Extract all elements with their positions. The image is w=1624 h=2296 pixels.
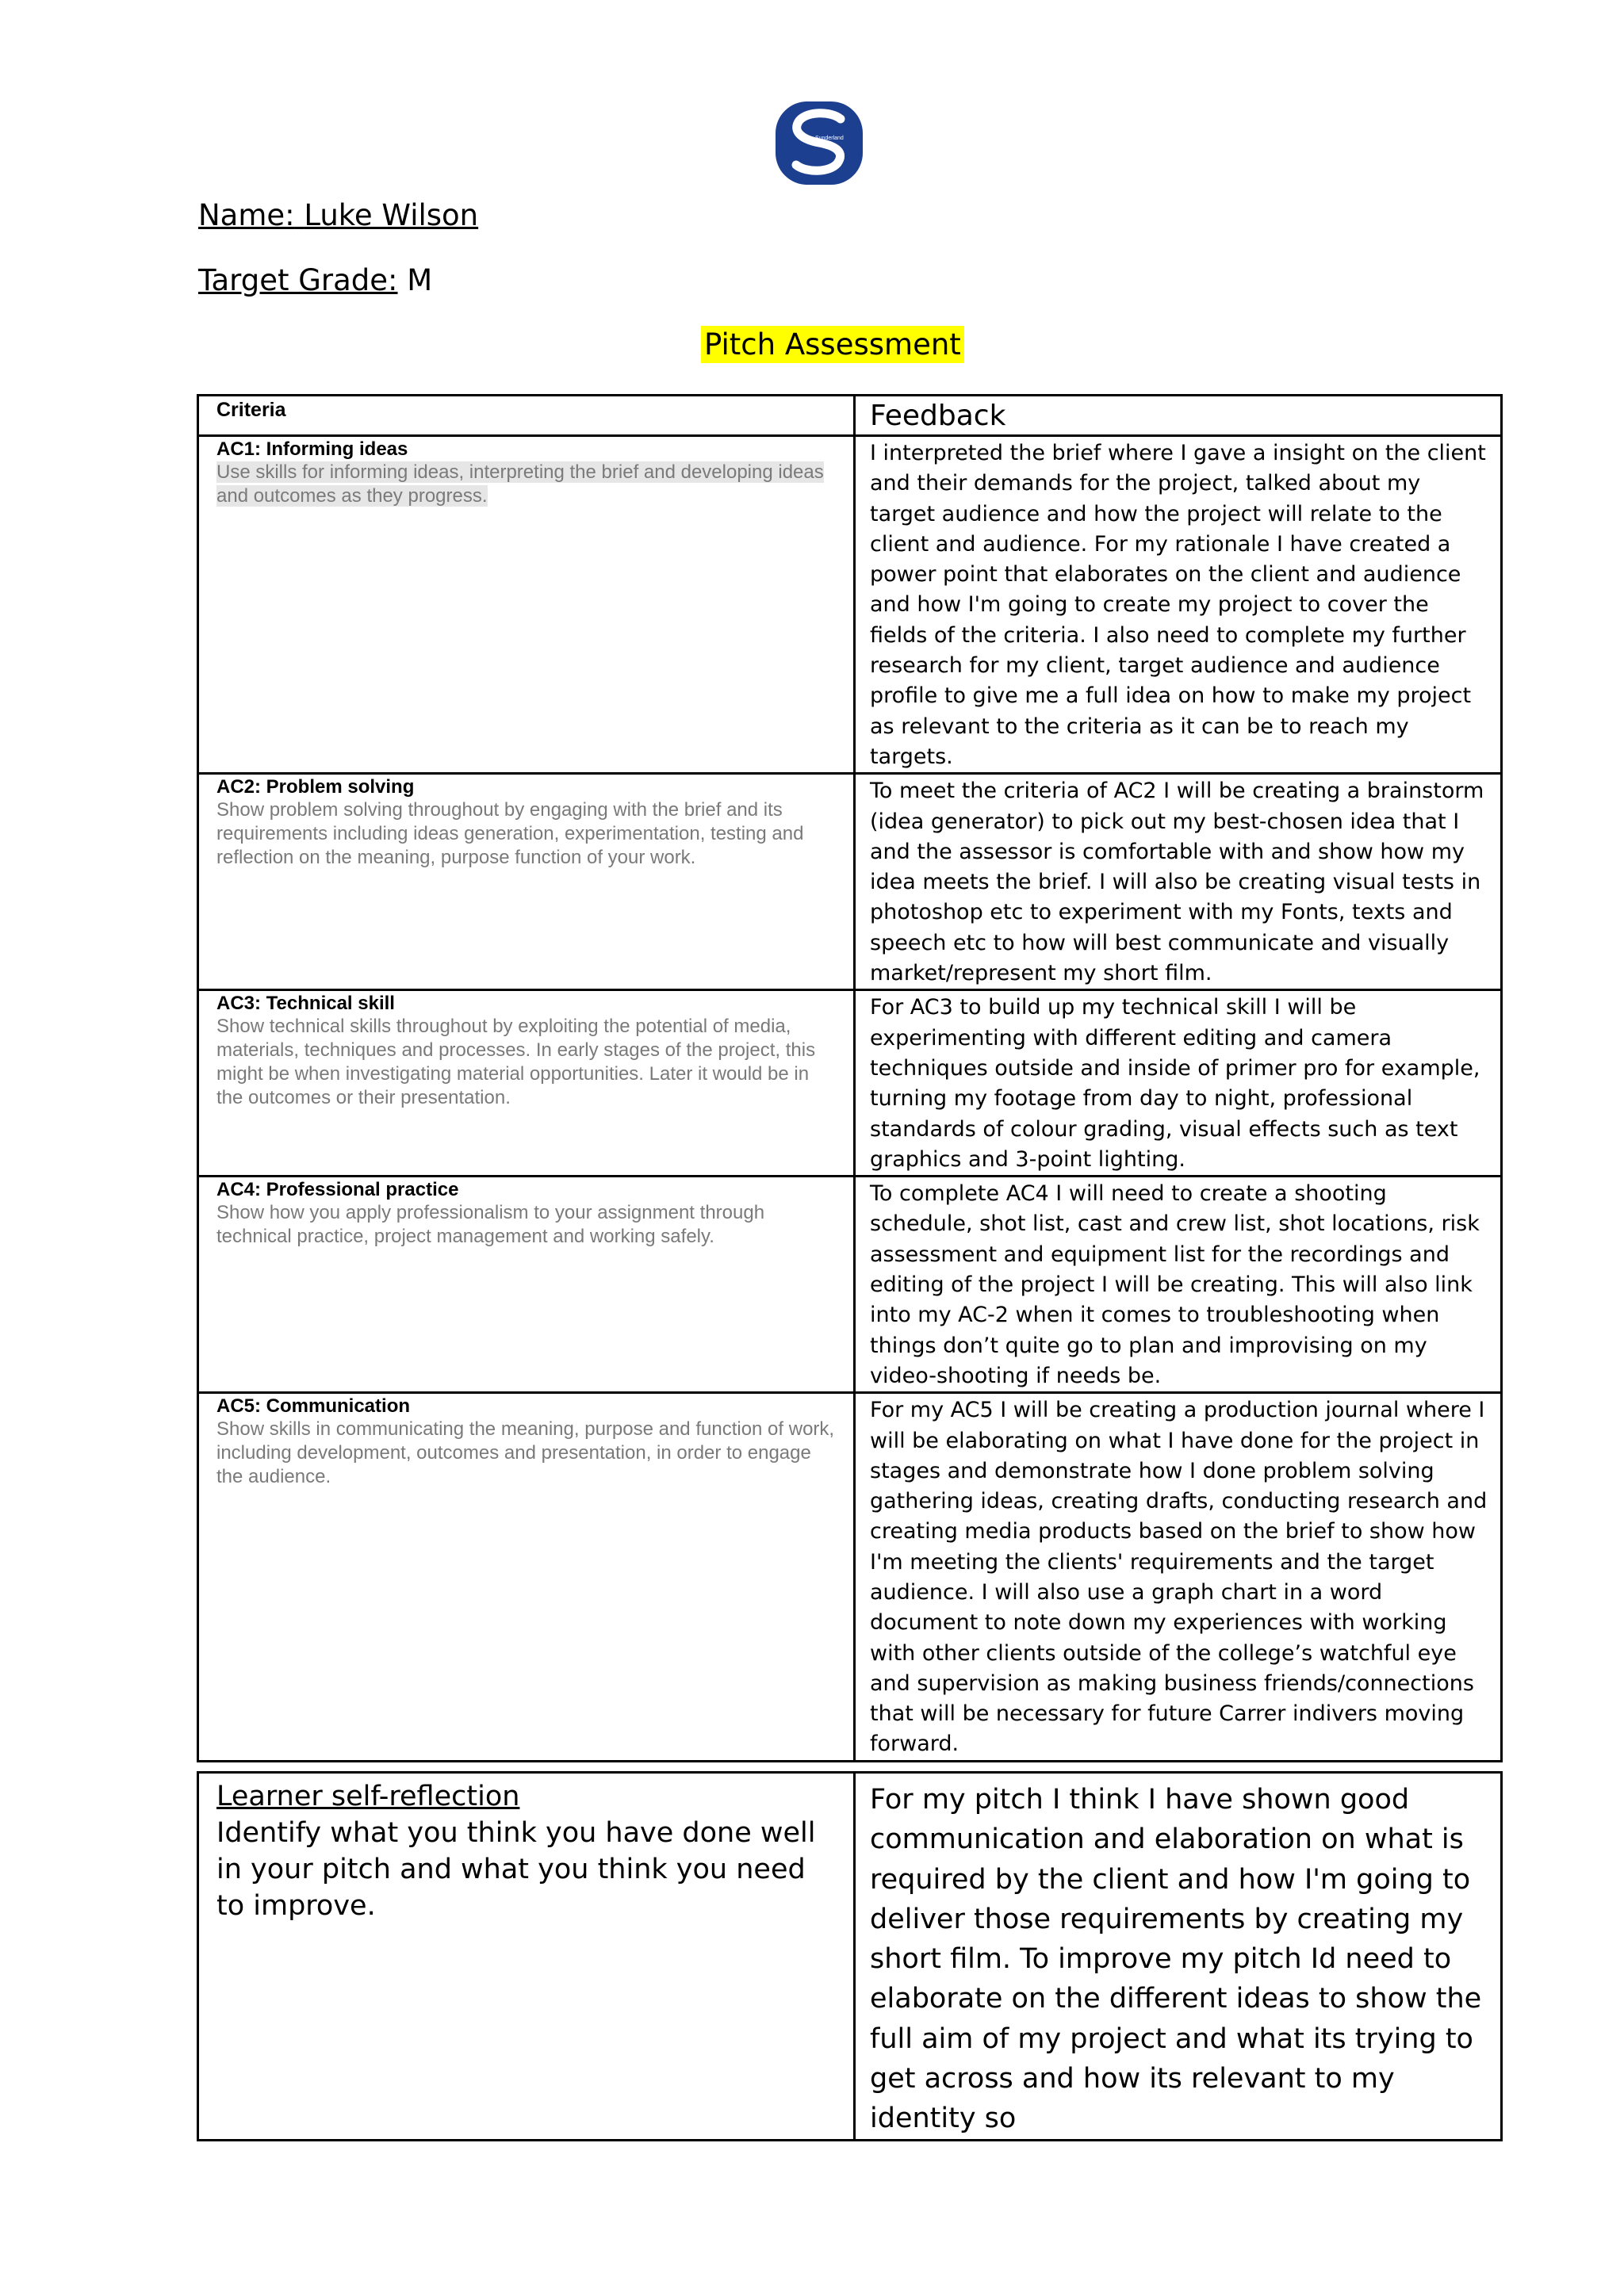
college-logo	[776, 101, 863, 185]
grade-value: M	[407, 263, 433, 297]
feedback-text: To meet the criteria of AC2 I will be creating a brainstorm (idea generator) to pick out my best-chosen idea that I and the assessor is comfortable with and show how my idea meets the brief. I will also be creating visual tests in photoshop etc to experiment with my Fonts, texts and speech etc to how will best communicate and visually market/represent my short film.	[870, 779, 1484, 986]
criterion-title: AC3: Technical skill	[216, 993, 395, 1015]
criterion-title: AC1: Informing ideas	[216, 438, 408, 460]
name-label: Name:	[198, 198, 295, 232]
name-value: Luke Wilson	[304, 198, 479, 232]
table-row	[198, 1393, 1502, 1762]
feedback-header: Feedback	[870, 400, 1006, 432]
reflection-row	[198, 1773, 1502, 2141]
table-row	[198, 990, 1502, 1177]
svg-text:Sunderland: Sunderland	[815, 136, 844, 141]
grade-label: Target Grade:	[198, 263, 398, 297]
feedback-text: For AC3 to build up my technical skill I will be experimenting with different editing and camera techniques outside and inside of primer pro for example, turning my footage from day to night, professional standards of colour grading, visual effects such as text graphics and 3-point lighting.	[870, 995, 1480, 1172]
criterion-description: Use skills for informing ideas, interpreting the brief and developing ideas and outcomes as they progress.	[216, 461, 824, 507]
page-title: Pitch Assessment	[701, 326, 964, 363]
feedback-text: To complete AC4 I will need to create a shooting schedule, shot list, cast and crew list, shot locations, risk assessment and equipment list for the recordings and editing of the project I will be creating. This will also link into my AC-2 when it comes to troubleshooting when things don’t quite go to plan and improvising on my video-shooting if needs be.	[870, 1181, 1480, 1388]
criterion-title: AC4: Professional practice	[216, 1179, 459, 1201]
table-row	[198, 774, 1502, 990]
reflection-answer: For my pitch I think I have shown good communication and elaboration on what is required by the client and how I'm going to deliver those requirements by creating my short film. To improve my pitch Id need to elaborate on the different ideas to show the full aim of my project and what its trying to get across and how its relevant to my identity so	[870, 1784, 1482, 2135]
target-grade	[198, 263, 432, 297]
table-row	[198, 1177, 1502, 1393]
criterion-description: Show how you apply professionalism to your assignment through technical practice, project management and working safely.	[216, 1202, 765, 1248]
criteria-table	[197, 394, 1503, 1762]
criterion-description: Show problem solving throughout by engaging with the brief and its requirements including ideas generation, experimentation, testing and reflection on the meaning, purpose function of your work.	[216, 799, 804, 869]
criterion-title: AC2: Problem solving	[216, 776, 415, 798]
table-row	[198, 436, 1502, 774]
feedback-text: For my AC5 I will be creating a production journal where I will be elaborating on what I have done for the project in stages and demonstrate how I done problem solving gathering ideas, creating drafts, conducting research and creating media products based on the brief to show how I'm meeting the clients' requirements and the target audience. I will also use a graph chart in a word document to note down my experiences with working with other clients outside of the college’s watchful eye and supervision as making business friends/connections that will be necessary for future Carrer indivers moving forward.	[870, 1398, 1488, 1757]
criterion-description: Show skills in communicating the meaning, purpose and function of work, including development, outcomes and presentation, in order to engage the audience.	[216, 1418, 835, 1488]
student-name	[198, 198, 478, 232]
reflection-heading: Learner self-reflection	[216, 1781, 520, 1812]
criterion-title: AC5: Communication	[216, 1395, 411, 1418]
reflection-table	[197, 1771, 1503, 2141]
feedback-text: I interpreted the brief where I gave a insight on the client and their demands for the project, talked about my target audience and how the project will relate to the client and audience. For my rationale I have created a power point that elaborates on the client and audience and how I'm going to create my project to cover the fields of the criteria. I also need to complete my further research for my client, target audience and audience profile to give me a full idea on how to make my project as relevant to the criteria as it can be to reach my targets.	[870, 441, 1486, 769]
svg-text:College: College	[815, 142, 834, 147]
table-header-row	[198, 396, 1502, 436]
reflection-prompt: Identify what you think you have done well in your pitch and what you think you need to improve.	[216, 1817, 816, 1922]
criteria-header: Criteria	[216, 399, 286, 421]
criterion-description: Show technical skills throughout by exploiting the potential of media, materials, techniques and processes. In early stages of the project, this might be when investigating material opportunities. Later it would be in the outcomes or their presentation.	[216, 1016, 816, 1109]
